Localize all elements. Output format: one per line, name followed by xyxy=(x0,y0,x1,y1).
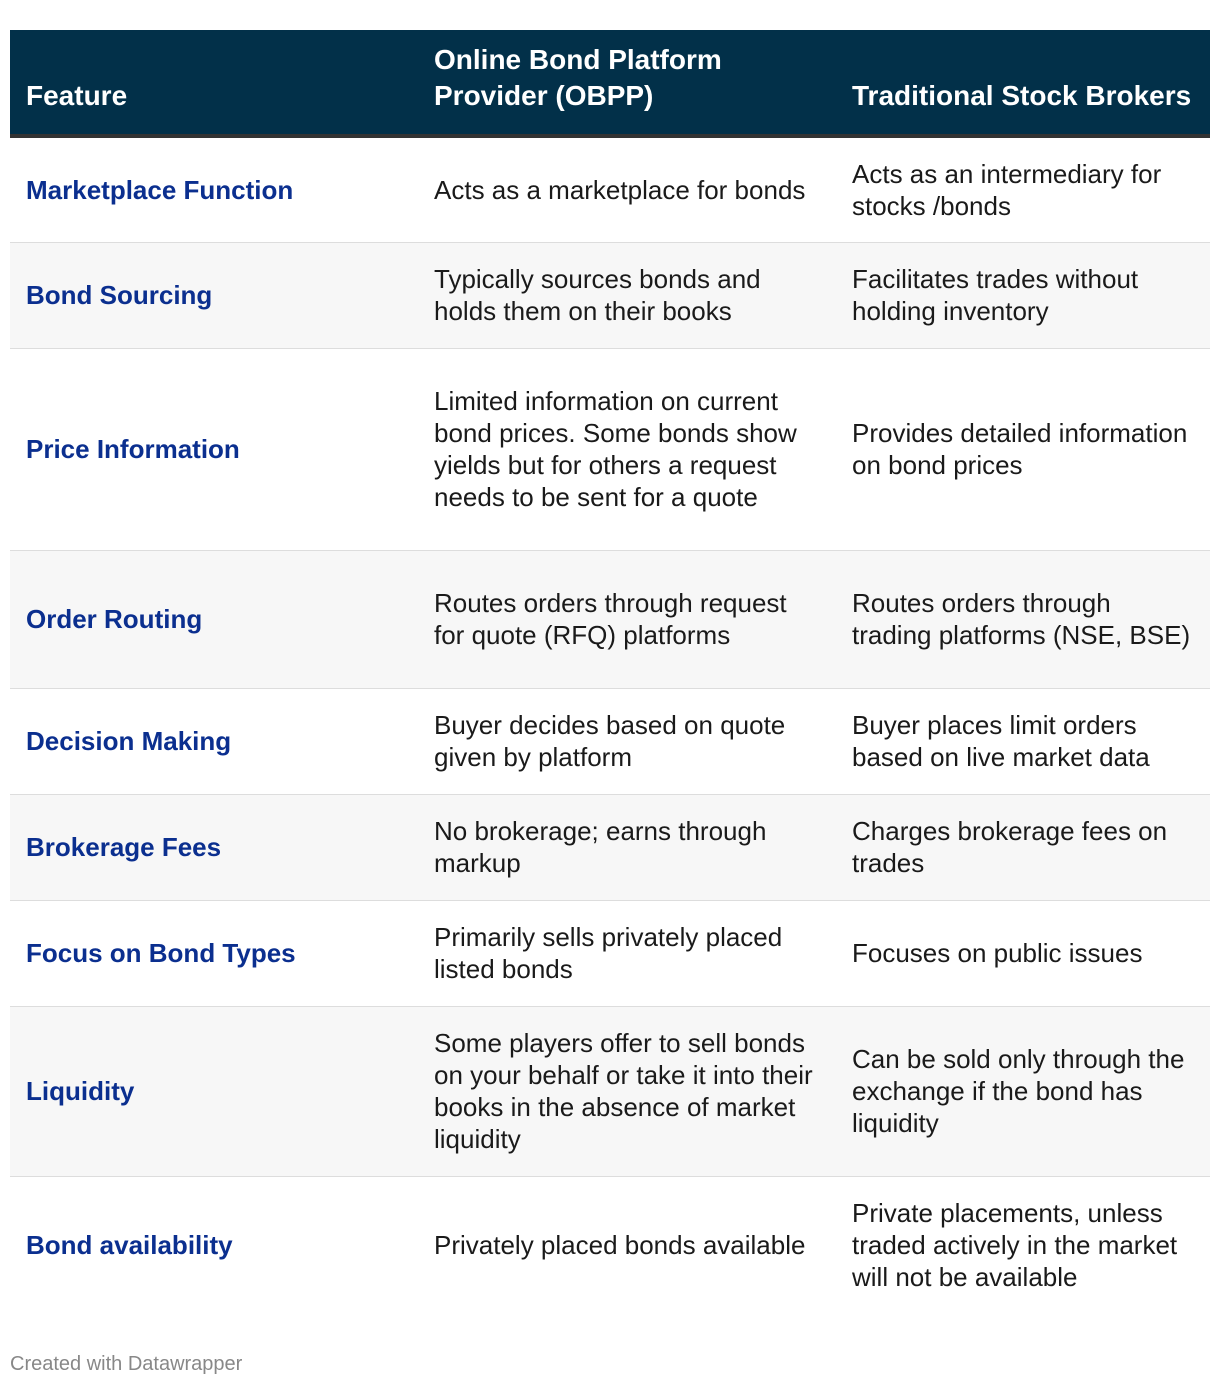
row-feature-cell: Brokerage Fees xyxy=(10,794,418,900)
table-row xyxy=(10,688,1210,794)
comparison-table-container xyxy=(10,30,1210,1314)
table-row xyxy=(10,550,1210,688)
row-obpp-cell: Typically sources bonds and holds them on their books xyxy=(418,242,836,348)
row-obpp-cell: Privately placed bonds available xyxy=(434,1230,806,1261)
table-row xyxy=(10,900,1210,1006)
row-obpp-cell: Buyer decides based on quote given by platform xyxy=(418,688,836,794)
table-row xyxy=(10,1176,1210,1314)
row-obpp-cell: No brokerage; earns through markup xyxy=(418,794,836,900)
comparison-table xyxy=(10,30,1210,1314)
row-brokers-cell: Private placements, unless traded actively in the market will not be available xyxy=(852,1198,1178,1293)
row-feature-cell: Bond Sourcing xyxy=(10,242,418,348)
header-obpp: Online Bond Platform Provider (OBPP) xyxy=(418,30,836,136)
table-row xyxy=(10,242,1210,348)
row-feature-cell: Liquidity xyxy=(10,1006,418,1176)
row-brokers-cell: Focuses on public issues xyxy=(836,900,1210,1006)
header-row xyxy=(10,30,1210,136)
row-brokers-cell: Charges brokerage fees on trades xyxy=(836,794,1210,900)
header-brokers: Traditional Stock Brokers xyxy=(836,30,1210,136)
table-header xyxy=(10,30,1210,136)
row-brokers-cell: Routes orders through trading platforms (NSE, BSE) xyxy=(836,550,1210,688)
row-obpp-cell: Limited information on current bond prices. Some bonds show yields but for others a request needs to be sent for a quote xyxy=(418,348,836,550)
datawrapper-credit: Created with Datawrapper xyxy=(10,1353,243,1375)
row-obpp-cell: Some players offer to sell bonds on your behalf or take it into their books in the absence of market liquidity xyxy=(418,1006,836,1176)
row-brokers-cell: Can be sold only through the exchange if the bond has liquidity xyxy=(836,1006,1210,1176)
row-feature-cell: Decision Making xyxy=(10,688,418,794)
table-body xyxy=(10,136,1210,1314)
row-feature-cell: Order Routing xyxy=(10,550,418,688)
row-feature-cell: Focus on Bond Types xyxy=(10,900,418,1006)
row-obpp-cell: Primarily sells privately placed listed bonds xyxy=(418,900,836,1006)
row-obpp-cell: Routes orders through request for quote (RFQ) platforms xyxy=(418,550,836,688)
row-brokers-cell: Provides detailed information on bond prices xyxy=(836,348,1210,550)
row-brokers-cell: Facilitates trades without holding inventory xyxy=(836,242,1210,348)
header-feature: Feature xyxy=(10,30,418,136)
table-row xyxy=(10,794,1210,900)
row-feature-cell: Bond availability xyxy=(26,1230,233,1261)
table-row xyxy=(10,1006,1210,1176)
row-feature-cell: Marketplace Function xyxy=(10,136,418,242)
table-row xyxy=(10,348,1210,550)
row-brokers-cell: Acts as an intermediary for stocks /bonds xyxy=(836,136,1210,242)
row-feature-cell: Price Information xyxy=(10,348,418,550)
table-row xyxy=(10,136,1210,242)
row-brokers-cell: Buyer places limit orders based on live market data xyxy=(836,688,1210,794)
row-obpp-cell: Acts as a marketplace for bonds xyxy=(418,136,836,242)
